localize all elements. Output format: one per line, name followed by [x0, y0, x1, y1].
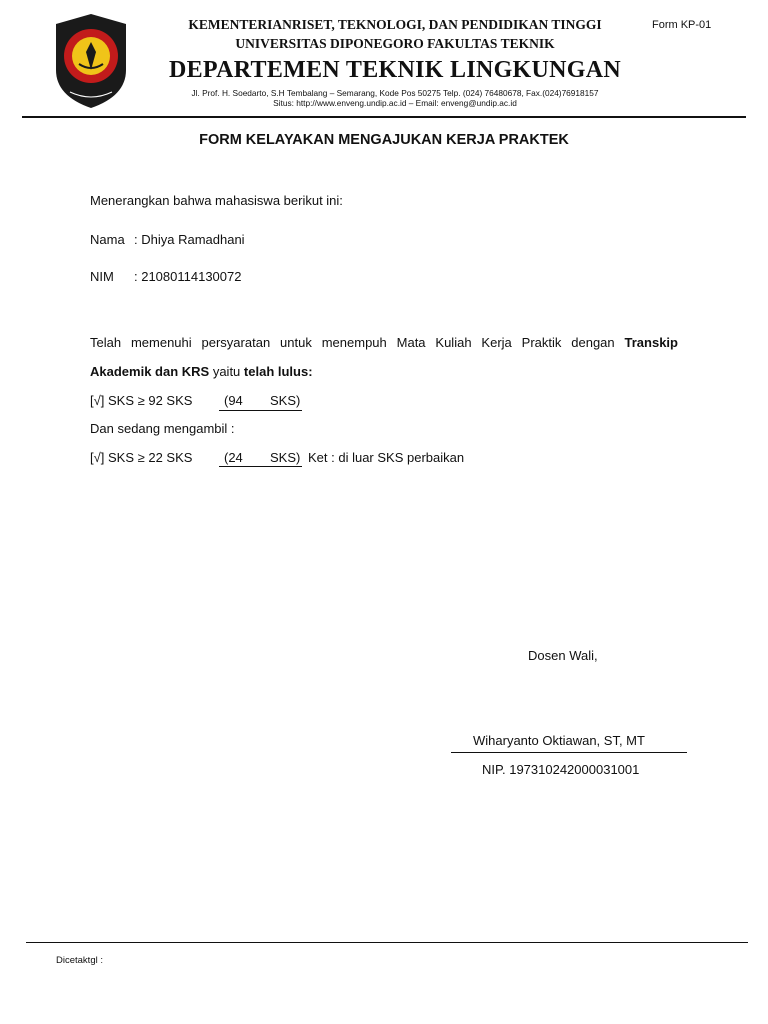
requirement-paragraph-line1	[90, 335, 678, 351]
letterhead-divider	[22, 116, 746, 118]
taking-sks-check	[90, 450, 192, 466]
lecturer-name: Wiharyanto Oktiawan, ST, MT	[473, 733, 645, 748]
requirement-bold-status: telah lulus:	[243, 364, 313, 379]
ministry-name: KEMENTERIANRISET, TEKNOLOGI, DAN PENDIDIKAN TINGGI	[188, 17, 602, 32]
form-code: Form KP-01	[652, 19, 712, 31]
nim-label: NIM	[90, 269, 114, 284]
lecturer-nip: NIP. 197310242000031001	[482, 762, 640, 777]
taking-sks-value: (24	[224, 450, 243, 465]
printed-date-label: Dicetaktgl :	[56, 955, 103, 966]
requirement-text: Telah memenuhi persyaratan untuk menempuh Mata Kuliah Kerja Praktik dengan	[90, 335, 615, 350]
name-label: Nama	[90, 232, 125, 247]
passed-check-mark: [√]	[90, 393, 105, 408]
form-title: FORM KELAYAKAN MENGAJUKAN KERJA PRAKTEK	[199, 132, 569, 148]
requirement-bold-text: Transkip	[624, 335, 678, 350]
university-logo	[52, 12, 130, 110]
signature-line	[451, 752, 687, 753]
taking-sks-label: SKS ≥ 22 SKS	[107, 450, 193, 465]
footer-divider	[26, 942, 748, 943]
taking-check-mark: [√]	[90, 450, 105, 465]
signature-role: Dosen Wali,	[528, 648, 598, 663]
passed-sks-label: SKS ≥ 92 SKS	[107, 393, 193, 408]
requirement-paragraph-line2	[90, 364, 313, 380]
nim-value: : 21080114130072	[134, 269, 242, 284]
requirement-bold-documents: Akademik dan KRS	[90, 364, 210, 379]
website-line: Situs: http://www.enveng.undip.ac.id – Email: enveng@undip.ac.id	[273, 98, 517, 108]
taking-sks-underline	[219, 466, 302, 467]
department-name: DEPARTEMEN TEKNIK LINGKUNGAN	[168, 57, 622, 83]
passed-sks-value: (94	[224, 393, 243, 408]
passed-sks-unit: SKS)	[270, 393, 301, 408]
currently-taking-label: Dan sedang mengambil :	[90, 421, 235, 436]
university-faculty-name: UNIVERSITAS DIPONEGORO FAKULTAS TEKNIK	[235, 36, 555, 51]
note-text: Ket : di luar SKS perbaikan	[308, 450, 465, 465]
address-line: Jl. Prof. H. Soedarto, S.H Tembalang – Semarang, Kode Pos 50275 Telp. (024) 76480678, Fax.(024)76918157	[191, 88, 599, 98]
name-value: : Dhiya Ramadhani	[134, 232, 245, 247]
passed-sks-check	[90, 393, 192, 409]
requirement-connector: yaitu	[212, 364, 241, 379]
taking-sks-unit: SKS)	[270, 450, 301, 465]
passed-sks-underline	[219, 410, 302, 411]
intro-text: Menerangkan bahwa mahasiswa berikut ini:	[90, 193, 343, 208]
